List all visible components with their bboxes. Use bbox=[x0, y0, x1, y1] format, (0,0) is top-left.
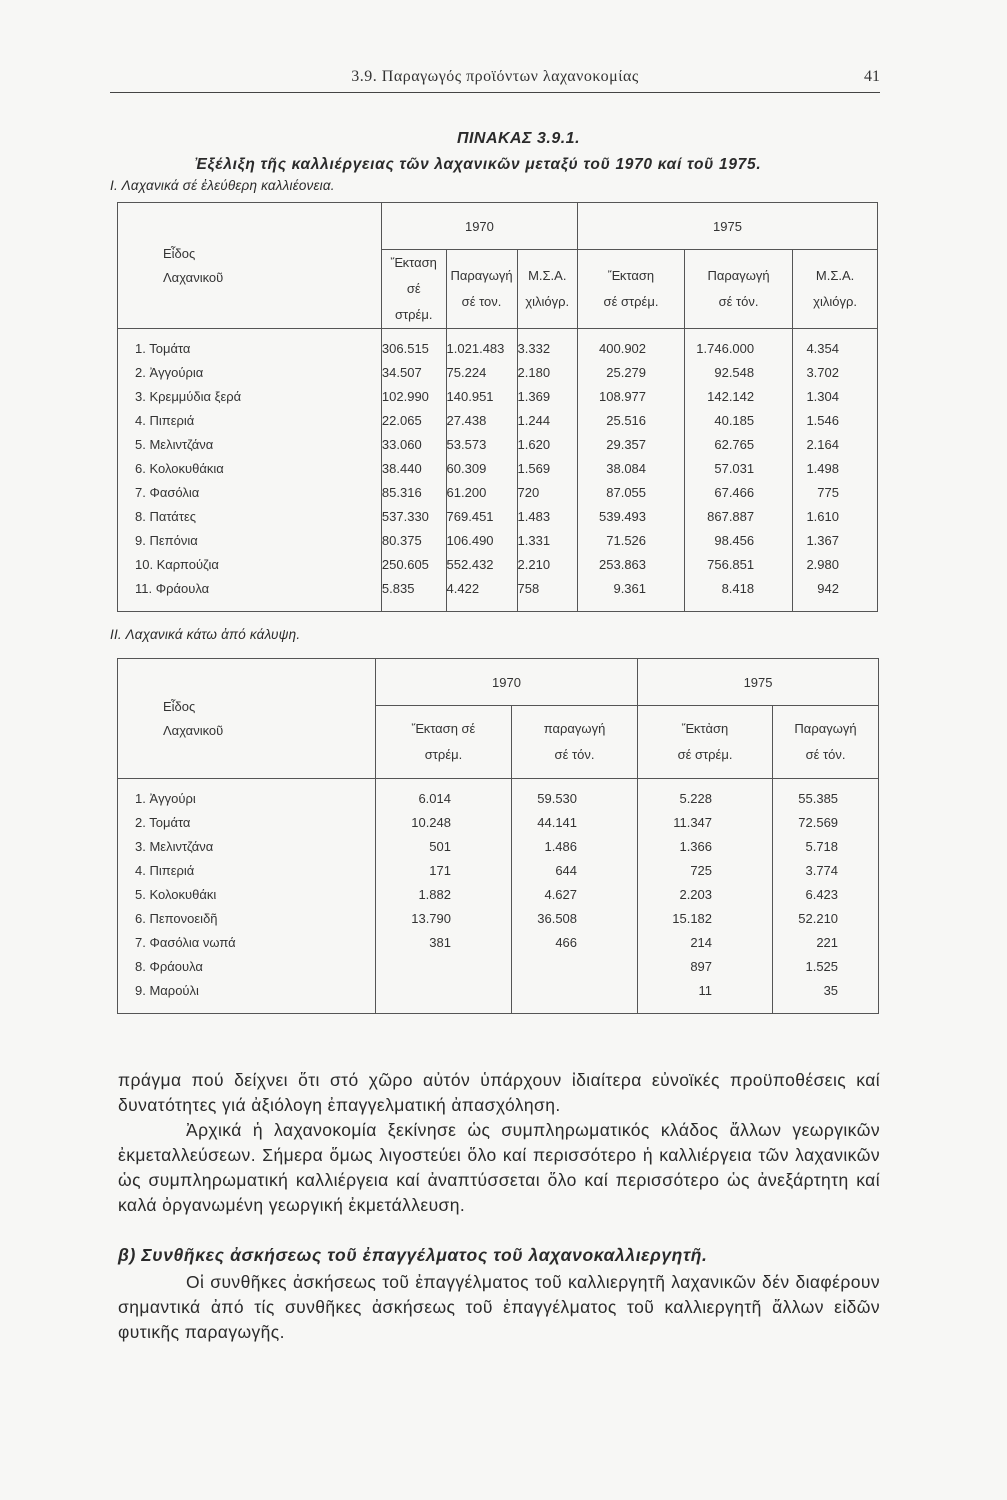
value-cell: 60.309 bbox=[446, 457, 517, 481]
vegetable-name: 5. Κολοκυθάκι bbox=[118, 883, 376, 907]
table-row bbox=[118, 505, 878, 529]
value-cell: 38.440 bbox=[381, 457, 446, 481]
value-cell: 221 bbox=[773, 931, 879, 955]
value-cell: 5.228 bbox=[638, 779, 773, 812]
table-row bbox=[118, 577, 878, 612]
value-cell: 381 bbox=[376, 931, 512, 955]
value-cell: 1.304 bbox=[793, 385, 878, 409]
table-row bbox=[118, 361, 878, 385]
column-header-line: σέ τόν. bbox=[554, 747, 595, 762]
value-cell: 9.361 bbox=[577, 577, 684, 612]
table-row bbox=[118, 329, 878, 362]
value-cell: 4.422 bbox=[446, 577, 517, 612]
body-text-1 bbox=[118, 1068, 880, 1218]
column-header-line: Μ.Σ.Α. bbox=[528, 268, 567, 283]
value-cell: 140.951 bbox=[446, 385, 517, 409]
table-caption: Ἐξέλιξη τῆς καλλιέργειας τῶν λαχανικῶν μεταξύ τοῦ 1970 καί τοῦ 1975. bbox=[195, 156, 762, 173]
value-cell: 5.718 bbox=[773, 835, 879, 859]
paragraph: πράγμα πού δείχνει ὅτι στό χῶρο αὐτόν ὑπάρχουν ἰδιαίτερα εὐνοϊκές προϋποθέσεις καί δυνατότητες γιά ἀξιόλογη ἐπαγγελματική ἀπασχόληση. bbox=[118, 1070, 880, 1115]
table-row bbox=[118, 457, 878, 481]
column-header-line: Ἔκτἀση bbox=[681, 721, 729, 736]
column-header-line: Ἔκταση σέ bbox=[390, 255, 437, 296]
table-row bbox=[118, 529, 878, 553]
column-header bbox=[446, 250, 517, 329]
column-header-line: στρέμ. bbox=[424, 747, 463, 762]
value-cell: 11.347 bbox=[638, 811, 773, 835]
vegetable-name: 4. Πιπεριά bbox=[118, 859, 376, 883]
table-label: ΠΙΝΑΚΑΣ 3.9.1. bbox=[456, 130, 581, 147]
value-cell: 1.483 bbox=[517, 505, 577, 529]
value-cell bbox=[512, 955, 638, 979]
value-cell: 34.507 bbox=[381, 361, 446, 385]
value-cell: 1.369 bbox=[517, 385, 577, 409]
value-cell: 72.569 bbox=[773, 811, 879, 835]
value-cell: 33.060 bbox=[381, 433, 446, 457]
column-header-line: σέ τόν. bbox=[805, 747, 846, 762]
vegetable-name: 11. Φράουλα bbox=[118, 577, 382, 612]
column-header-line: Παραγωγή bbox=[707, 268, 770, 283]
vegetable-name: 7. Φασόλια νωπά bbox=[118, 931, 376, 955]
vegetable-name: 8. Πατάτες bbox=[118, 505, 382, 529]
table-row bbox=[118, 955, 879, 979]
value-cell: 6.014 bbox=[376, 779, 512, 812]
table-row bbox=[118, 931, 879, 955]
value-cell bbox=[376, 955, 512, 979]
value-cell: 720 bbox=[517, 481, 577, 505]
value-cell: 92.548 bbox=[685, 361, 793, 385]
value-cell: 644 bbox=[512, 859, 638, 883]
value-cell: 59.530 bbox=[512, 779, 638, 812]
value-cell: 2.164 bbox=[793, 433, 878, 457]
value-cell: 942 bbox=[793, 577, 878, 612]
value-cell: 75.224 bbox=[446, 361, 517, 385]
value-cell: 1.525 bbox=[773, 955, 879, 979]
table-row bbox=[118, 835, 879, 859]
header-kind-line1: Εἶδος bbox=[163, 698, 196, 714]
value-cell: 44.141 bbox=[512, 811, 638, 835]
column-header-line: στρέμ. bbox=[395, 307, 433, 322]
value-cell: 38.084 bbox=[577, 457, 684, 481]
value-cell: 2.980 bbox=[793, 553, 878, 577]
value-cell: 52.210 bbox=[773, 907, 879, 931]
vegetable-name: 8. Φράουλα bbox=[118, 955, 376, 979]
value-cell: 3.332 bbox=[517, 329, 577, 362]
value-cell: 1.498 bbox=[793, 457, 878, 481]
value-cell: 2.180 bbox=[517, 361, 577, 385]
value-cell: 15.182 bbox=[638, 907, 773, 931]
value-cell: 10.248 bbox=[376, 811, 512, 835]
value-cell: 501 bbox=[376, 835, 512, 859]
value-cell: 80.375 bbox=[381, 529, 446, 553]
value-cell: 1.746.000 bbox=[685, 329, 793, 362]
header-vegetable-type bbox=[118, 659, 376, 779]
body-text-2 bbox=[118, 1270, 880, 1345]
value-cell: 400.902 bbox=[577, 329, 684, 362]
value-cell: 53.573 bbox=[446, 433, 517, 457]
value-cell: 67.466 bbox=[685, 481, 793, 505]
value-cell bbox=[376, 979, 512, 1014]
vegetable-name: 1. Τομάτα bbox=[118, 329, 382, 362]
header-kind-line1: Εἶδος bbox=[163, 245, 196, 261]
vegetable-name: 10. Καρπούζια bbox=[118, 553, 382, 577]
value-cell: 1.620 bbox=[517, 433, 577, 457]
value-cell: 1.486 bbox=[512, 835, 638, 859]
paragraph: Οἱ συνθῆκες ἀσκήσεως τοῦ ἐπαγγέλματος τοῦ καλλιεργητῆ λαχανικῶν δέν διαφέρουν σημαντικά ἀπό τίς συνθῆκες ἀσκήσεως τοῦ ἐπαγγέλματος τοῦ καλλιεργητῆ ἄλλων εἰδῶν φυτικῆς παραγωγῆς. bbox=[118, 1272, 880, 1342]
value-cell: 25.516 bbox=[577, 409, 684, 433]
chapter-title: 3.9. Παραγωγός προϊόντων λαχανοκομίας bbox=[351, 68, 639, 85]
value-cell: 758 bbox=[517, 577, 577, 612]
value-cell: 539.493 bbox=[577, 505, 684, 529]
vegetable-name: 9. Μαρούλι bbox=[118, 979, 376, 1014]
column-header bbox=[793, 250, 878, 329]
column-header bbox=[376, 706, 512, 779]
value-cell: 22.065 bbox=[381, 409, 446, 433]
value-cell: 1.331 bbox=[517, 529, 577, 553]
column-header-line: χιλιόγρ. bbox=[813, 294, 857, 309]
value-cell: 1.366 bbox=[638, 835, 773, 859]
vegetable-name: 3. Μελιντζάνα bbox=[118, 835, 376, 859]
column-header bbox=[773, 706, 879, 779]
open-field-table bbox=[117, 202, 878, 612]
value-cell: 27.438 bbox=[446, 409, 517, 433]
value-cell: 769.451 bbox=[446, 505, 517, 529]
column-header-line: Ἔκταση σέ bbox=[411, 721, 476, 736]
vegetable-name: 7. Φασόλια bbox=[118, 481, 382, 505]
column-header-line: σέ τόν. bbox=[718, 294, 759, 309]
table-row bbox=[118, 811, 879, 835]
value-cell: 756.851 bbox=[685, 553, 793, 577]
vegetable-name: 2. Τομάτα bbox=[118, 811, 376, 835]
value-cell: 1.610 bbox=[793, 505, 878, 529]
value-cell: 2.210 bbox=[517, 553, 577, 577]
section-1-label: Ι. Λαχανικά σέ ἐλεύθερη καλλιέονεια. bbox=[110, 178, 335, 193]
value-cell: 29.357 bbox=[577, 433, 684, 457]
value-cell: 250.605 bbox=[381, 553, 446, 577]
value-cell: 61.200 bbox=[446, 481, 517, 505]
table-row bbox=[118, 907, 879, 931]
section-2-label: ΙΙ. Λαχανικά κάτω ἀπό κάλυψη. bbox=[110, 627, 301, 642]
column-header bbox=[638, 706, 773, 779]
column-header-line: σέ στρέμ. bbox=[677, 747, 733, 762]
value-cell: 1.021.483 bbox=[446, 329, 517, 362]
header-kind-line2: Λαχανικοῦ bbox=[163, 722, 224, 738]
page-number: 41 bbox=[864, 68, 880, 85]
vegetable-name: 2. Ἀγγούρια bbox=[118, 361, 382, 385]
value-cell: 725 bbox=[638, 859, 773, 883]
column-header-line: Παραγωγή bbox=[794, 721, 857, 736]
value-cell: 13.790 bbox=[376, 907, 512, 931]
vegetable-name: 4. Πιπεριά bbox=[118, 409, 382, 433]
vegetable-name: 1. Ἀγγούρι bbox=[118, 779, 376, 812]
vegetable-name: 9. Πεπόνια bbox=[118, 529, 382, 553]
value-cell: 306.515 bbox=[381, 329, 446, 362]
value-cell: 102.990 bbox=[381, 385, 446, 409]
column-header bbox=[685, 250, 793, 329]
column-header-line: Παραγωγή bbox=[450, 268, 513, 283]
value-cell: 552.432 bbox=[446, 553, 517, 577]
table-row bbox=[118, 979, 879, 1014]
running-head bbox=[110, 62, 880, 93]
value-cell: 3.702 bbox=[793, 361, 878, 385]
value-cell: 1.244 bbox=[517, 409, 577, 433]
header-year-1970: 1970 bbox=[381, 203, 577, 250]
header-year-1970: 1970 bbox=[376, 659, 638, 706]
column-header bbox=[381, 250, 446, 329]
paragraph: Ἀρχικά ἡ λαχανοκομία ξεκίνησε ὡς συμπληρωματικός κλάδος ἄλλων γεωργικῶν ἐκμεταλλεύσεων. Σήμερα ὅμως λιγοστεύει ὅλο καί περισσότερο ἡ καλλιέργεια τῶν λαχανικῶν ὡς συμπληρωματική καλλιέργεια καί ἀναπτύσσεται ὅλο καί περισσότερο ὡς ἀνεξάρτητη καί καλά ὀργανωμένη γεωργική ἐκμετάλλευση. bbox=[118, 1120, 880, 1215]
value-cell: 867.887 bbox=[685, 505, 793, 529]
value-cell: 214 bbox=[638, 931, 773, 955]
header-vegetable-type bbox=[118, 203, 382, 329]
value-cell: 98.456 bbox=[685, 529, 793, 553]
value-cell: 35 bbox=[773, 979, 879, 1014]
value-cell: 36.508 bbox=[512, 907, 638, 931]
value-cell: 6.423 bbox=[773, 883, 879, 907]
value-cell bbox=[512, 979, 638, 1014]
value-cell: 537.330 bbox=[381, 505, 446, 529]
column-header bbox=[577, 250, 684, 329]
value-cell: 106.490 bbox=[446, 529, 517, 553]
column-header-line: χιλιόγρ. bbox=[525, 294, 570, 309]
value-cell: 57.031 bbox=[685, 457, 793, 481]
column-header bbox=[512, 706, 638, 779]
value-cell: 1.367 bbox=[793, 529, 878, 553]
vegetable-name: 6. Κολοκυθάκια bbox=[118, 457, 382, 481]
value-cell: 1.569 bbox=[517, 457, 577, 481]
value-cell: 4.627 bbox=[512, 883, 638, 907]
vegetable-name: 3. Κρεμμύδια ξερά bbox=[118, 385, 382, 409]
value-cell: 4.354 bbox=[793, 329, 878, 362]
value-cell: 108.977 bbox=[577, 385, 684, 409]
column-header-line: Ἔκταση bbox=[607, 268, 655, 283]
covered-table bbox=[117, 658, 879, 1014]
column-header bbox=[517, 250, 577, 329]
value-cell: 85.316 bbox=[381, 481, 446, 505]
value-cell: 171 bbox=[376, 859, 512, 883]
value-cell: 87.055 bbox=[577, 481, 684, 505]
table-row bbox=[118, 433, 878, 457]
value-cell: 40.185 bbox=[685, 409, 793, 433]
value-cell: 775 bbox=[793, 481, 878, 505]
value-cell: 71.526 bbox=[577, 529, 684, 553]
value-cell: 55.385 bbox=[773, 779, 879, 812]
value-cell: 25.279 bbox=[577, 361, 684, 385]
value-cell: 3.774 bbox=[773, 859, 879, 883]
column-header-line: παραγωγή bbox=[543, 721, 606, 736]
value-cell: 897 bbox=[638, 955, 773, 979]
value-cell: 8.418 bbox=[685, 577, 793, 612]
table-row bbox=[118, 481, 878, 505]
column-header-line: Μ.Σ.Α. bbox=[815, 268, 855, 283]
header-kind-line2: Λαχανικοῦ bbox=[163, 269, 224, 285]
column-header-line: σέ τον. bbox=[461, 294, 502, 309]
value-cell: 253.863 bbox=[577, 553, 684, 577]
subheading: β) Συνθῆκες ἀσκήσεως τοῦ ἐπαγγέλματος τοῦ λαχανοκαλλιεργητῆ. bbox=[118, 1245, 708, 1265]
value-cell: 142.142 bbox=[685, 385, 793, 409]
table-row bbox=[118, 553, 878, 577]
value-cell: 62.765 bbox=[685, 433, 793, 457]
value-cell: 11 bbox=[638, 979, 773, 1014]
table-row bbox=[118, 859, 879, 883]
header-year-1975: 1975 bbox=[577, 203, 877, 250]
table-row bbox=[118, 883, 879, 907]
value-cell: 466 bbox=[512, 931, 638, 955]
table-row bbox=[118, 385, 878, 409]
value-cell: 1.882 bbox=[376, 883, 512, 907]
table-row bbox=[118, 779, 879, 812]
value-cell: 5.835 bbox=[381, 577, 446, 612]
value-cell: 2.203 bbox=[638, 883, 773, 907]
vegetable-name: 6. Πεπονοειδῆ bbox=[118, 907, 376, 931]
column-header-line: σέ στρέμ. bbox=[603, 294, 659, 309]
table-row bbox=[118, 409, 878, 433]
vegetable-name: 5. Μελιντζάνα bbox=[118, 433, 382, 457]
value-cell: 1.546 bbox=[793, 409, 878, 433]
header-year-1975: 1975 bbox=[638, 659, 879, 706]
